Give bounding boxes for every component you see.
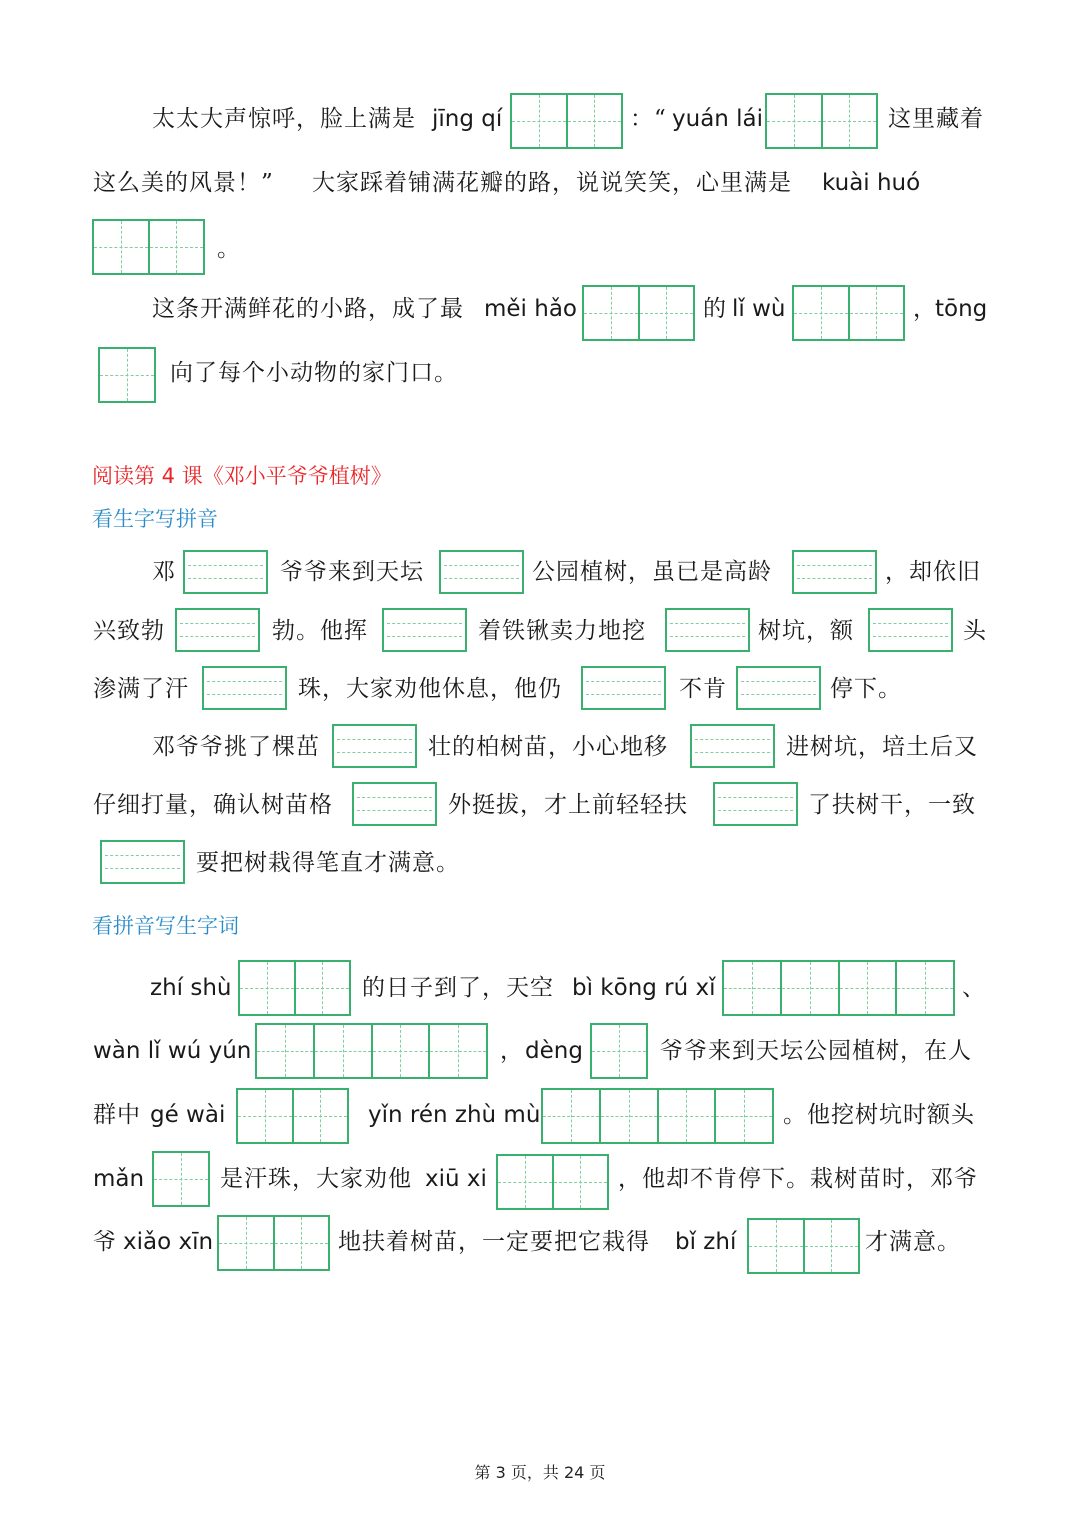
text: ，他却不肯停下。栽树苗时，邓爷	[618, 1166, 978, 1192]
text: 。	[217, 236, 241, 262]
text: ，	[500, 1038, 524, 1064]
answer-grid-2[interactable]	[92, 219, 205, 275]
pinyin: dèng	[525, 1038, 583, 1064]
text: 要把树栽得笔直才满意。	[196, 850, 460, 876]
pinyin-box[interactable]	[382, 608, 467, 652]
text: 兴致勃	[93, 618, 165, 644]
text: 这么美的风景！”	[93, 170, 274, 196]
answer-grid-4[interactable]	[255, 1023, 488, 1079]
text: 的日子到了，天空	[362, 975, 554, 1001]
text: 邓	[152, 559, 176, 585]
pinyin-box[interactable]	[690, 724, 775, 768]
pinyin: xiū xi	[425, 1166, 487, 1192]
answer-grid-2[interactable]	[496, 1154, 609, 1210]
answer-grid-4[interactable]	[722, 960, 955, 1016]
answer-grid-1[interactable]	[152, 1151, 210, 1207]
answer-grid-2[interactable]	[792, 285, 905, 341]
answer-grid-1[interactable]	[98, 347, 156, 403]
answer-grid-2[interactable]	[236, 1088, 349, 1144]
text: 头	[963, 618, 987, 644]
text: 仔细打量，确认树苗格	[93, 792, 333, 818]
text: 爷	[93, 1229, 117, 1255]
pinyin-box[interactable]	[332, 724, 417, 768]
text: 、	[962, 975, 986, 1001]
pinyin: kuài huó	[822, 170, 921, 196]
pinyin-box[interactable]	[792, 550, 877, 594]
answer-grid-2[interactable]	[510, 93, 623, 149]
pinyin: yuán lái	[672, 106, 764, 132]
pinyin: zhí shù	[150, 975, 232, 1001]
text: 不肯	[679, 676, 727, 702]
answer-grid-2[interactable]	[217, 1215, 330, 1271]
answer-grid-2[interactable]	[582, 285, 695, 341]
text: 向了每个小动物的家门口。	[170, 360, 458, 386]
answer-grid-2[interactable]	[765, 93, 878, 149]
answer-grid-2[interactable]	[238, 960, 351, 1016]
text: 的	[703, 296, 727, 322]
text: ：“	[630, 106, 667, 132]
text: 珠，大家劝他休息，他仍	[298, 676, 562, 702]
pinyin-box[interactable]	[581, 666, 666, 710]
text: 地扶着树苗，一定要把它栽得	[338, 1229, 650, 1255]
pinyin: mǎn	[93, 1166, 145, 1192]
pinyin-box[interactable]	[202, 666, 287, 710]
pinyin: xiǎo xīn	[123, 1229, 214, 1255]
pinyin: bǐ zhí	[675, 1229, 737, 1255]
pinyin-box[interactable]	[183, 550, 268, 594]
answer-grid-4[interactable]	[541, 1088, 774, 1144]
text: 才满意。	[865, 1229, 961, 1255]
pinyin-box[interactable]	[713, 782, 798, 826]
text: 群中	[93, 1102, 141, 1128]
text: 邓爷爷挑了棵茁	[152, 734, 320, 760]
text: 壮的柏树苗，小心地移	[428, 734, 668, 760]
text: 。他挖树坑时额头	[783, 1102, 975, 1128]
text: 公园植树，虽已是高龄	[532, 559, 772, 585]
pinyin-box[interactable]	[100, 840, 185, 884]
page-number: 第 3 页，共 24 页	[474, 1463, 606, 1482]
text: 这条开满鲜花的小路，成了最	[152, 296, 464, 322]
pinyin-box[interactable]	[868, 608, 953, 652]
text: 外挺拔，才上前轻轻扶	[448, 792, 688, 818]
text: 大家踩着铺满花瓣的路，说说笑笑，心里满是	[312, 170, 792, 196]
pinyin: yǐn rén zhù mù	[368, 1102, 541, 1128]
pinyin: měi hǎo	[484, 296, 577, 322]
pinyin: gé wài	[150, 1102, 226, 1128]
pinyin: wàn lǐ wú yún	[93, 1038, 252, 1064]
pinyin: lǐ wù	[732, 296, 786, 322]
text: 这里藏着	[888, 106, 984, 132]
pinyin-box[interactable]	[736, 666, 821, 710]
section-title-write-characters: 看拼音写生字词	[92, 914, 239, 938]
pinyin-box[interactable]	[439, 550, 524, 594]
text: 是汗珠，大家劝他	[220, 1166, 412, 1192]
text: 渗满了汗	[93, 676, 189, 702]
answer-grid-2[interactable]	[747, 1218, 860, 1274]
text: ，却依旧	[885, 559, 981, 585]
text: 了扶树干，一致	[808, 792, 976, 818]
text: 勃。他挥	[272, 618, 368, 644]
pinyin: jīng qí	[432, 106, 503, 132]
pinyin: bì kōng rú xǐ	[572, 975, 716, 1001]
text: 太太大声惊呼，脸上满是	[152, 106, 416, 132]
text: 停下。	[830, 676, 902, 702]
pinyin-box[interactable]	[352, 782, 437, 826]
pinyin-box[interactable]	[175, 608, 260, 652]
text: 进树坑，培土后又	[786, 734, 978, 760]
text: ，	[913, 296, 937, 322]
text: 着铁锹卖力地挖	[478, 618, 646, 644]
pinyin: tōng	[935, 296, 988, 322]
lesson-title: 阅读第 4 课《邓小平爷爷植树》	[92, 464, 392, 488]
pinyin-box[interactable]	[665, 608, 750, 652]
answer-grid-1[interactable]	[590, 1023, 648, 1079]
text: 爷爷来到天坛	[280, 559, 424, 585]
text: 爷爷来到天坛公园植树，在人	[660, 1038, 972, 1064]
text: 树坑，额	[758, 618, 854, 644]
section-title-write-pinyin: 看生字写拼音	[92, 507, 218, 531]
